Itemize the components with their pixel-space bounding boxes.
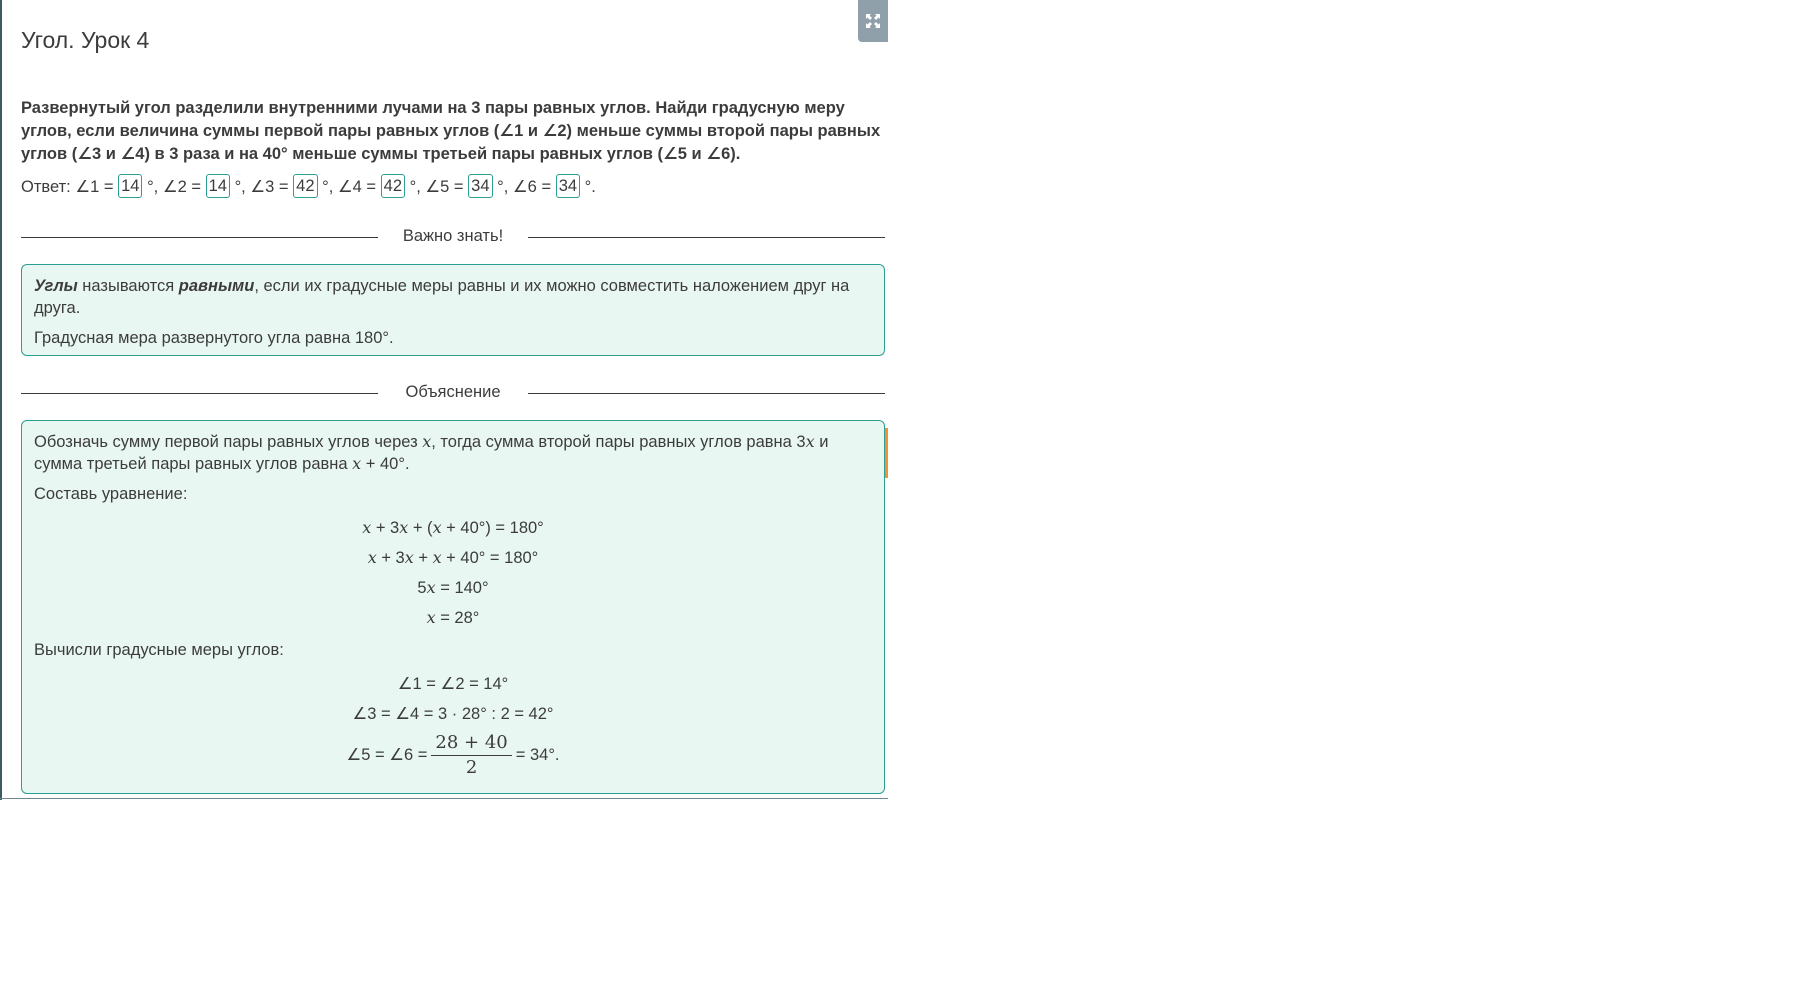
explanation-text: , тогда сумма второй пары равных углов равна 3 — [431, 433, 806, 451]
answer-separator: °, ∠3 = — [234, 178, 289, 196]
equation-text: + ( — [408, 519, 433, 537]
explanation-text: и сумма третьей пары равных углов равна — [34, 433, 829, 473]
equation-line-2 — [34, 543, 872, 573]
equation-text: + 40°) = 180° — [441, 519, 544, 537]
problem-statement: Развернутый угол разделили внутренними лучами на 3 пары равных углов. Найди градусную меру углов, если величина суммы первой пары равных углов (∠1 и ∠2) меньше суммы второй пары равных углов (∠3 и ∠4) в 3 раза и на 40° меньше суммы третьей пары равных углов (∠5 и ∠6). — [21, 99, 881, 163]
variable-x: x — [422, 432, 432, 451]
page-title: Угол. Урок 4 — [21, 27, 150, 53]
answer-separator: °, ∠6 = — [497, 178, 552, 196]
explanation-divider — [21, 381, 885, 405]
answer-suffix: °. — [584, 178, 596, 196]
fraction — [431, 731, 511, 780]
equation-text: + — [413, 549, 433, 567]
variable-x: x — [432, 548, 442, 567]
answer-field-angle-5[interactable]: 34 — [468, 174, 492, 198]
equation-line-3 — [34, 573, 872, 603]
divider-line — [21, 237, 378, 238]
equation-text: 5 — [417, 579, 427, 597]
equation-text: = 28° — [435, 609, 480, 627]
expand-button[interactable] — [858, 0, 888, 42]
answer-row — [21, 172, 887, 202]
equation-text: = 140° — [435, 579, 489, 597]
compute-label: Вычисли градусные меры углов: — [34, 641, 284, 659]
answer-separator: °, ∠2 = — [147, 178, 202, 196]
compose-label: Составь уравнение: — [34, 485, 188, 503]
definition-text: называются — [77, 277, 179, 295]
answer-field-angle-6[interactable]: 34 — [556, 174, 580, 198]
answer-field-angle-3[interactable]: 42 — [293, 174, 317, 198]
variable-x: x — [404, 548, 414, 567]
explanation-panel — [21, 420, 885, 794]
bottom-border — [0, 798, 888, 799]
important-definition — [34, 275, 872, 319]
variable-x: x — [805, 432, 815, 451]
divider-line — [528, 393, 885, 394]
explanation-heading: Объяснение — [405, 383, 501, 401]
answer-prefix: Ответ: ∠1 = — [21, 178, 114, 196]
divider-line — [528, 237, 885, 238]
result-text: = 34°. — [515, 746, 560, 764]
divider-line — [21, 393, 378, 394]
term-angles: Углы — [34, 277, 78, 295]
fraction-denominator: 2 — [465, 757, 478, 779]
result-line-3 — [34, 729, 872, 781]
explanation-text: + 40°. — [361, 455, 410, 473]
variable-x: x — [399, 518, 409, 537]
result-line-1: ∠1 = ∠2 = 14° — [397, 675, 509, 693]
left-border — [0, 0, 2, 800]
variable-x: x — [352, 454, 362, 473]
variable-x: x — [367, 548, 377, 567]
variable-x: x — [426, 578, 436, 597]
result-text: ∠5 = ∠6 = — [346, 746, 428, 764]
answer-field-angle-1[interactable]: 14 — [118, 174, 142, 198]
variable-x: x — [362, 518, 372, 537]
result-line-2: ∠3 = ∠4 = 3 · 28° : 2 = 42° — [352, 705, 554, 723]
equation-line-1 — [34, 513, 872, 543]
important-panel — [21, 264, 885, 356]
term-equal: равными — [178, 277, 255, 295]
important-divider — [21, 225, 885, 249]
answer-field-angle-4[interactable]: 42 — [381, 174, 405, 198]
equation-text: + 3 — [376, 549, 405, 567]
equation-text: + 3 — [371, 519, 400, 537]
equation-text: + 40° = 180° — [441, 549, 539, 567]
important-heading: Важно знать! — [402, 227, 504, 245]
definition-text: , если их градусные меры равны и их можно совместить наложением друг на друга. — [34, 277, 850, 317]
answer-field-angle-2[interactable]: 14 — [206, 174, 230, 198]
answer-separator: °, ∠4 = — [322, 178, 377, 196]
expand-icon — [864, 12, 882, 30]
fraction-numerator: 28 + 40 — [431, 731, 511, 756]
important-fact: Градусная мера развернутого угла равна 180°. — [34, 329, 394, 347]
explanation-intro — [34, 431, 872, 475]
variable-x: x — [426, 608, 436, 627]
explanation-text: Обозначь сумму первой пары равных углов через — [34, 433, 423, 451]
answer-separator: °, ∠5 = — [409, 178, 464, 196]
variable-x: x — [432, 518, 442, 537]
equation-line-4 — [34, 603, 872, 633]
